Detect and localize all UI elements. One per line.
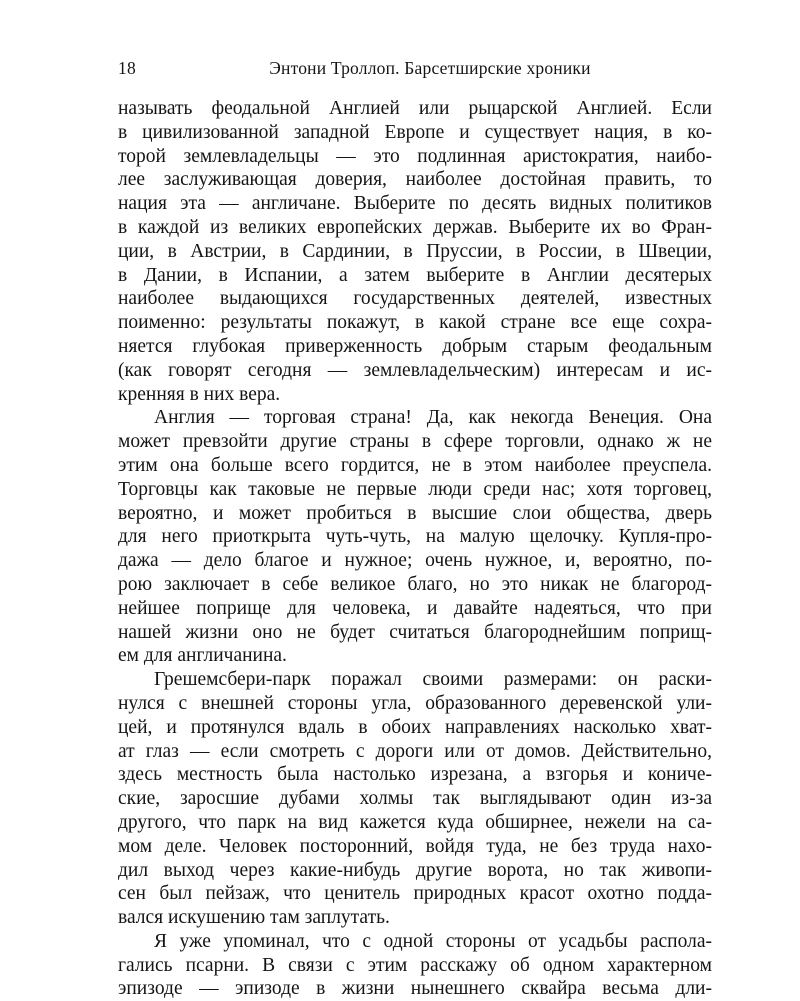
text-line: Грешемсбери-парк поражал своими размерами: он раски- [154,669,712,691]
body-text [118,97,712,1001]
text-line: в Дании, в Испании, а затем выберите в Англии десятерых [118,264,712,286]
text-line: в цивилизованной западной Европе и существует нация, в ко- [118,121,712,143]
text-line: вероятно, и может пробиться в высшие слои общества, дверь [118,502,712,524]
text-line: нейшее поприще для человека, и давайте надеяться, что при [118,597,712,619]
book-page [118,58,712,1001]
text-line: рою заключает в себе великое благо, но это никак не благород- [118,573,712,595]
running-head [118,58,712,88]
text-line: Англия — торговая страна! Да, как некогда Венеция. Она [154,407,712,429]
text-line: вался искушению там заплутать. [118,907,390,929]
text-line: (как говорят сегодня — землевладельческим) интересам и ис- [118,359,712,381]
text-line: Я уже упоминал, что с одной стороны от усадьбы распола- [154,930,712,952]
text-line: няется глубокая приверженность добрым старым феодальным [118,335,712,357]
text-line: ские, заросшие дубами холмы так выглядывают один из-за [118,788,712,810]
text-line: этим она больше всего гордится, не в этом наиболее преуспела. [118,454,712,476]
paragraph [118,668,712,930]
text-line: Торговцы как таковые не первые люди среди нас; хотя торговец, [118,478,712,500]
text-line: цей, и протянулся вдаль в обоих направлениях насколько хват- [118,716,712,738]
text-line: ции, в Австрии, в Сардинии, в Пруссии, в России, в Швеции, [118,240,712,262]
paragraph [118,97,712,406]
text-line: нулся с внешней стороны угла, образованного деревенской ули- [118,692,712,714]
text-line: называть феодальной Англией или рыцарской Англией. Если [118,98,712,119]
text-line: наиболее выдающихся государственных деятелей, известных [118,288,712,310]
paragraph [118,406,712,668]
text-line: гались псарни. В связи с этим расскажу об одном характерном [118,954,712,976]
text-line: может превзойти другие страны в сфере торговли, однако ж не [118,431,712,453]
text-line: ат глаз — если смотреть с дороги или от домов. Действительно, [118,740,712,762]
text-line: нашей жизни оно не будет считаться благороднейшим поприщ- [118,621,712,643]
text-line: ем для англичанина. [118,645,287,667]
text-line: другого, что парк на вид кажется куда обширнее, нежели на са- [118,811,712,833]
text-line: здесь местность была настолько изрезана, а взгорья и кониче- [118,764,712,786]
text-line: в каждой из великих европейских держав. Выберите их во Фран- [118,216,712,238]
text-line: для него приоткрыта чуть-чуть, на малую щелочку. Купля-про- [118,526,712,548]
text-line: поименно: результаты покажут, в какой стране все еще сохра- [118,312,712,334]
paragraph [118,930,712,1001]
text-line: кренняя в них вера. [118,383,281,405]
page-number: 18 [118,58,136,78]
text-line: лее заслуживающая доверия, наиболее достойная править, то [118,169,712,191]
text-line: дажа — дело благое и нужное; очень нужное, и, вероятно, по- [118,550,712,572]
text-line: нация эта — англичане. Выберите по десять видных политиков [118,193,712,215]
text-line: дил выход через какие-нибудь другие ворота, но так живопи- [118,859,712,881]
running-head-title: Энтони Троллоп. Барсетширские хроники [269,58,591,78]
text-line: торой землевладельцы — это подлинная аристократия, наибо- [118,145,712,167]
text-line: сен был пейзаж, что ценитель природных красот охотно подда- [118,883,712,905]
text-line: эпизоде — эпизоде в жизни нынешнего сквайра весьма дли- [118,978,712,1000]
text-line: мом деле. Человек посторонний, войдя туда, не без труда нахо- [118,835,712,857]
